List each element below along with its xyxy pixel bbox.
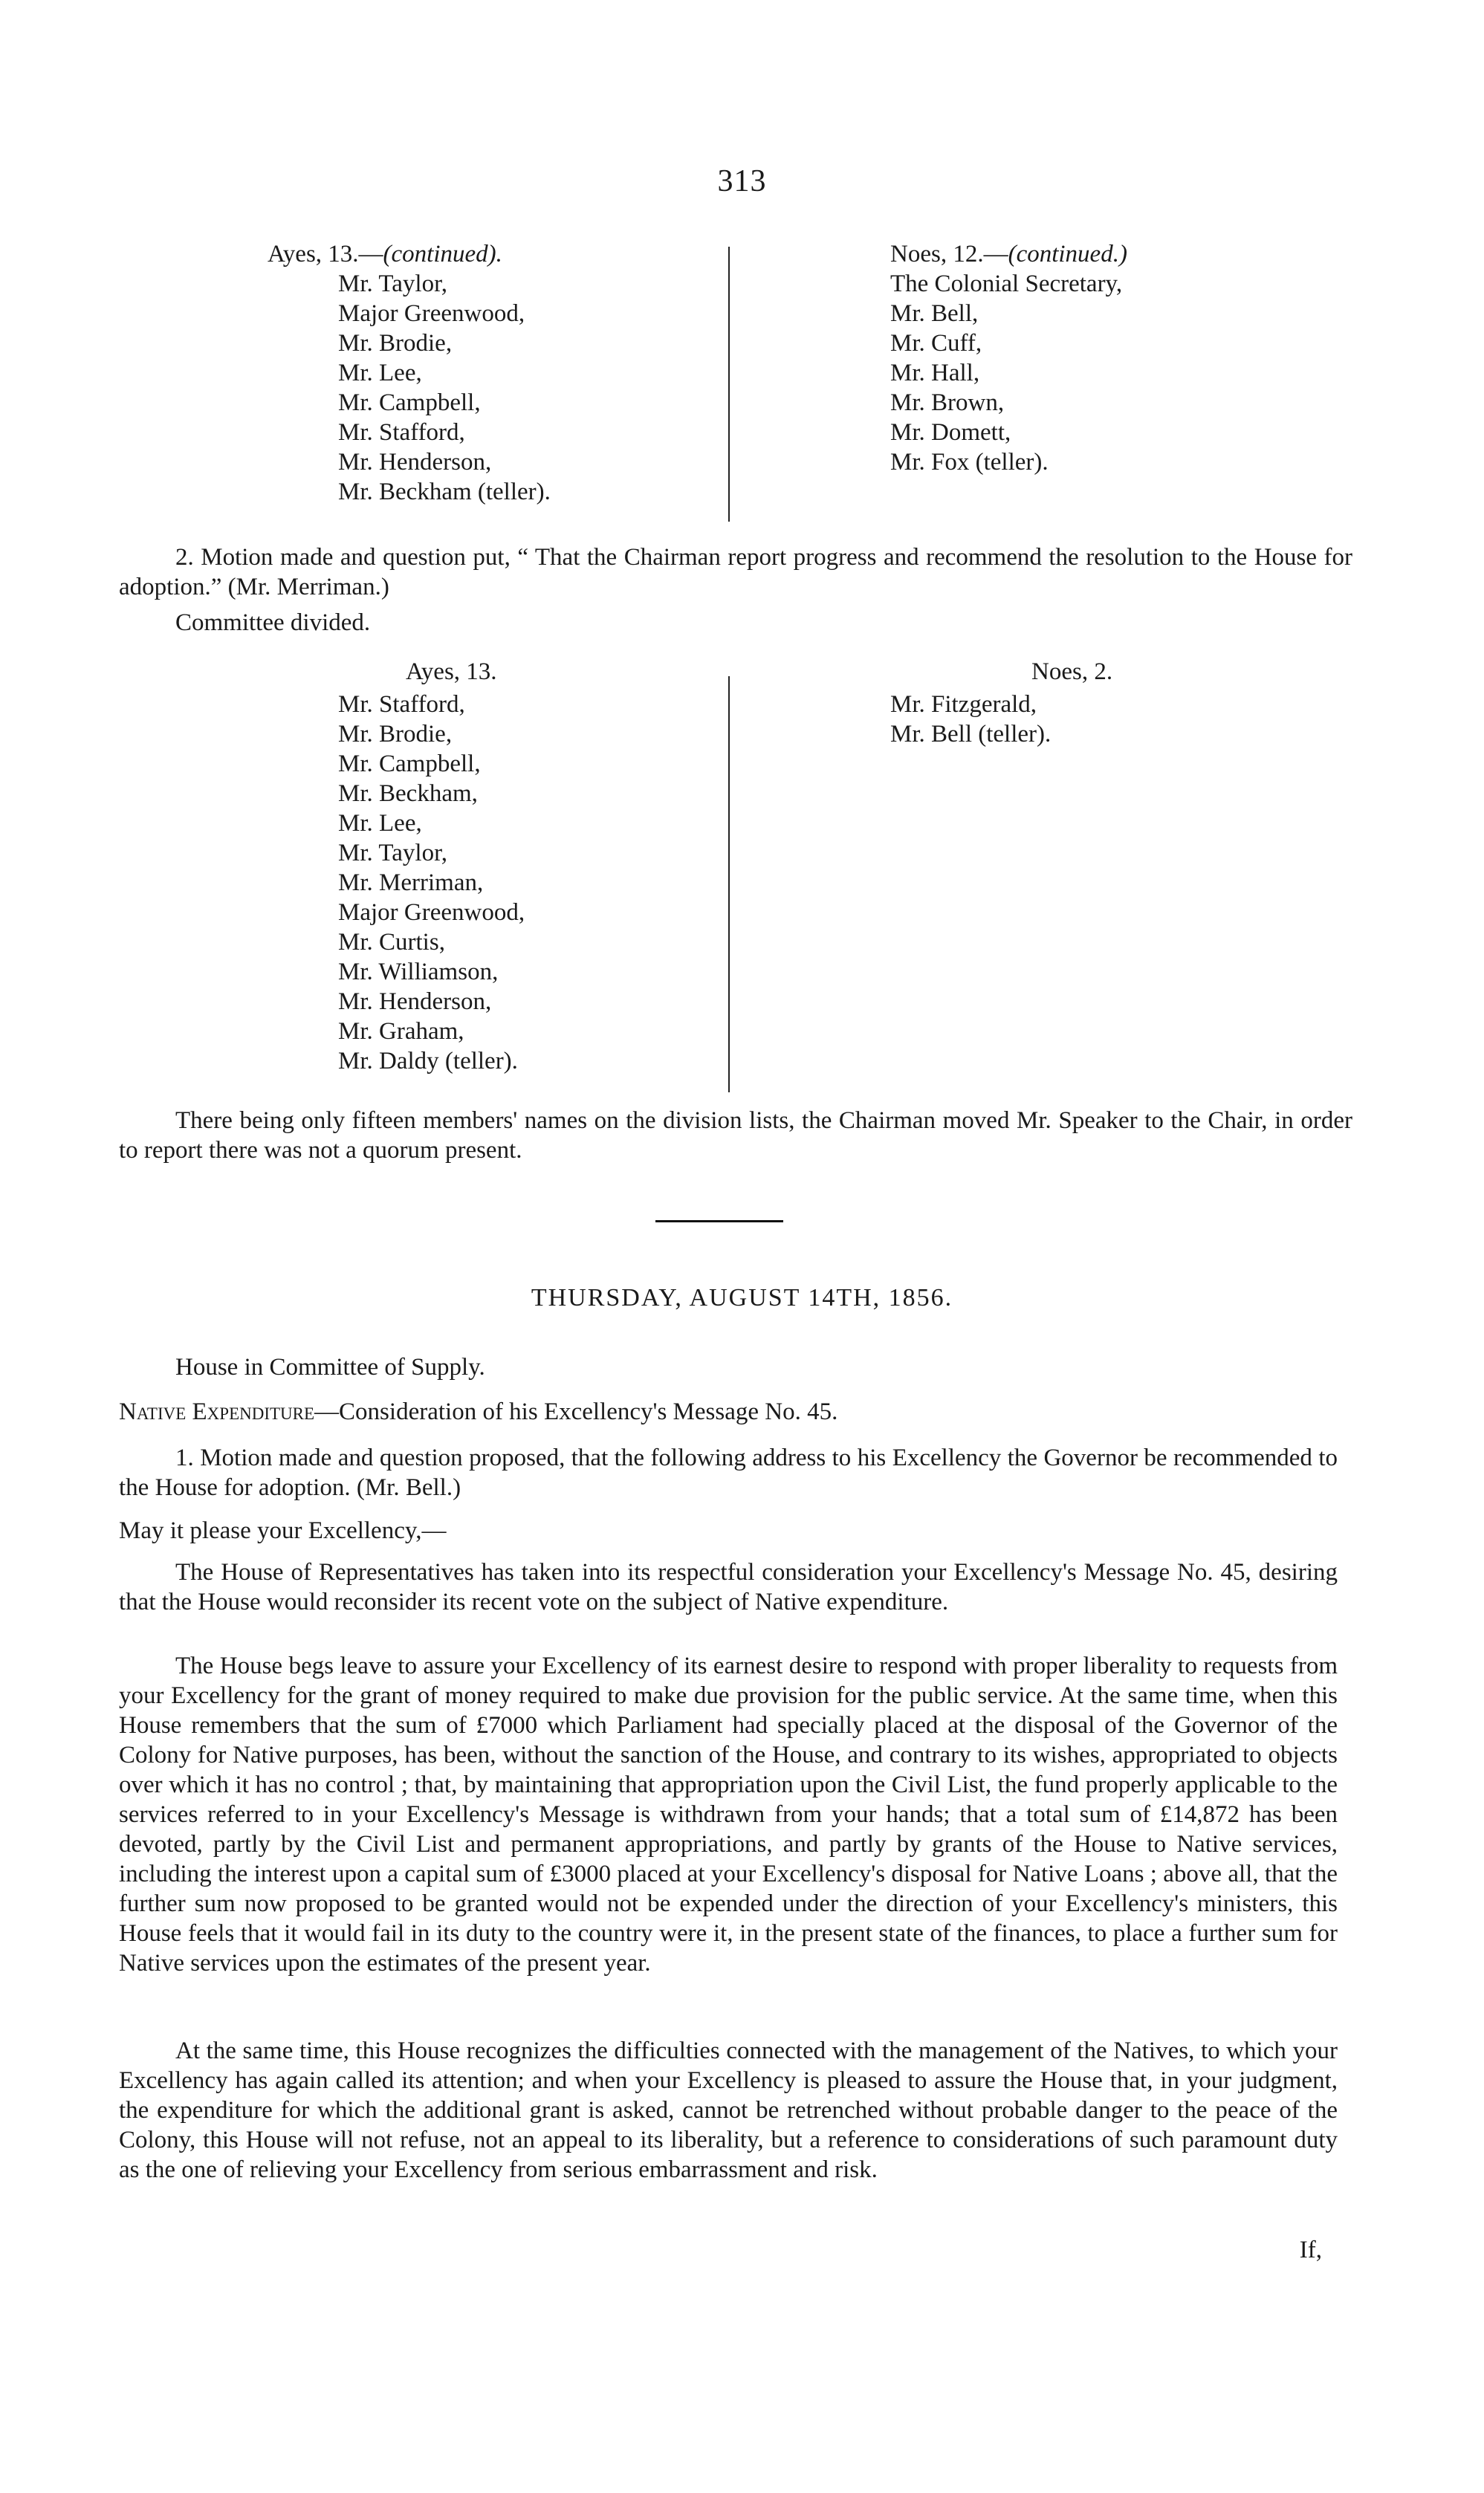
member-name: Mr. Stafford, [338,691,465,718]
address-paragraph-1: The House of Representatives has taken into its respectful consideration your Excellency's Message No. 45, desiring that the House would reconsider its recent vote on the subject of Native expenditure. [119,1559,1338,1615]
member-name: Major Greenwood, [338,300,525,327]
motion-1: 1. Motion made and question proposed, that the following address to his Excellency the Governor be recommended to the House for adoption. (Mr. Bell.) [119,1445,1338,1501]
salutation: May it please your Excellency,— [119,1517,447,1544]
member-name: Mr. Brodie, [338,721,453,748]
member-name: Mr. Domett, [890,419,1011,446]
ayes-column-1 [268,239,551,507]
section-divider [655,1220,783,1222]
member-name: Mr. Hall, [890,360,980,386]
noes-column-1 [890,239,1127,477]
native-expenditure-line: Native Expenditure—Consideration of his Excellency's Message No. 45. [119,1398,838,1425]
member-name: Mr. Brodie, [338,330,453,357]
member-name: Mr. Brown, [890,389,1005,416]
motion-2: 2. Motion made and question put, “ That the Chairman report progress and recommend the resolution to the House for adoption.” (Mr. Merriman.) [119,544,1352,600]
ayes-list-1 [268,269,551,507]
member-name: Mr. Beckham, [338,780,478,807]
native-expenditure-label: Native Expenditure [119,1398,315,1425]
member-name: Mr. Williamson, [338,959,499,985]
page-number: 313 [717,164,767,198]
ayes-heading-1: Ayes, 13.—(continued). [268,241,502,268]
column-divider-1 [728,247,730,522]
member-name: Mr. Taylor, [338,270,448,297]
member-name: Mr. Campbell, [338,389,481,416]
member-name: Mr. Graham, [338,1018,464,1045]
member-name: Mr. Lee, [338,360,422,386]
member-name: Mr. Daldy (teller). [338,1048,518,1074]
committee-divided: Committee divided. [175,609,371,636]
member-name: Mr. Cuff, [890,330,982,357]
member-name: Mr. Henderson, [338,449,492,476]
noes-list-1 [890,269,1127,477]
member-name: Mr. Fox (teller). [890,449,1049,476]
catchword: If, [1299,2237,1322,2263]
member-name: Mr. Curtis, [338,929,445,956]
member-name: The Colonial Secretary, [890,270,1123,297]
ayes-list-2 [338,690,525,1076]
member-name: Mr. Stafford, [338,419,465,446]
member-name: Major Greenwood, [338,899,525,926]
member-name: Mr. Campbell, [338,751,481,777]
member-name: Mr. Merriman, [338,869,484,896]
quorum-note: There being only fifteen members' names on the division lists, the Chairman moved Mr. Speaker to the Chair, in order to report there was not a quorum present. [119,1107,1352,1164]
member-name: Mr. Bell, [890,300,979,327]
noes-list-2 [890,690,1051,749]
column-divider-2 [728,676,730,1092]
member-name: Mr. Bell (teller). [890,721,1052,748]
address-paragraph-2: The House begs leave to assure your Excellency of its earnest desire to respond with proper liberality to requests from your Excellency for the grant of money required to make due provision for the public service. At the same time, when this House remembers that the sum of £7000 which Parliament had specially placed at the disposal of the Governor of the Colony for Native purposes, has been, without the sanction of the House, and contrary to its wishes, appropriated to objects over which it has no control ; that, by maintaining that appropriation upon the Civil List, the fund properly applicable to the services referred to in your Excellency's Message is withdrawn from your hands; that a total sum of £14,872 has been devoted, partly by the Civil List and permanent appropriations, and partly by grants of the House to Native services, including the interest upon a capital sum of £3000 placed at your Excellency's disposal for Native Loans ; above all, that the further sum now proposed to be granted would not be expended under the direction of your Excellency's ministers, this House feels that it would fail in its duty to the country were it, in the present state of the finances, to place a further sum for Native services upon the estimates of the present year. [119,1653,1338,1977]
address-paragraph-3: At the same time, this House recognizes the difficulties connected with the management of the Natives, to which your Excellency has again called its attention; and when your Excellency is pleased to assure the House that, in your judgment, the expenditure for which the additional grant is asked, cannot be retrenched without probable danger to the peace of the Colony, this House will not refuse, not an appeal to its liberality, but a reference to considerations of such paramount duty as the one of relieving your Excellency from serious embarrassment and risk. [119,2037,1338,2183]
member-name: Mr. Lee, [338,810,422,837]
noes-heading-2: Noes, 2. [1031,658,1113,685]
member-name: Mr. Henderson, [338,988,492,1015]
date-heading: THURSDAY, AUGUST 14TH, 1856. [531,1284,953,1312]
noes-heading-1: Noes, 12.—(continued.) [890,241,1127,268]
noes-column-2 [1031,657,1112,687]
member-name: Mr. Beckham (teller). [338,479,551,505]
ayes-column-2 [406,657,497,687]
member-name: Mr. Fitzgerald, [890,691,1037,718]
ayes-heading-2: Ayes, 13. [406,658,497,685]
member-name: Mr. Taylor, [338,840,448,866]
committee-of-supply: House in Committee of Supply. [175,1354,485,1381]
